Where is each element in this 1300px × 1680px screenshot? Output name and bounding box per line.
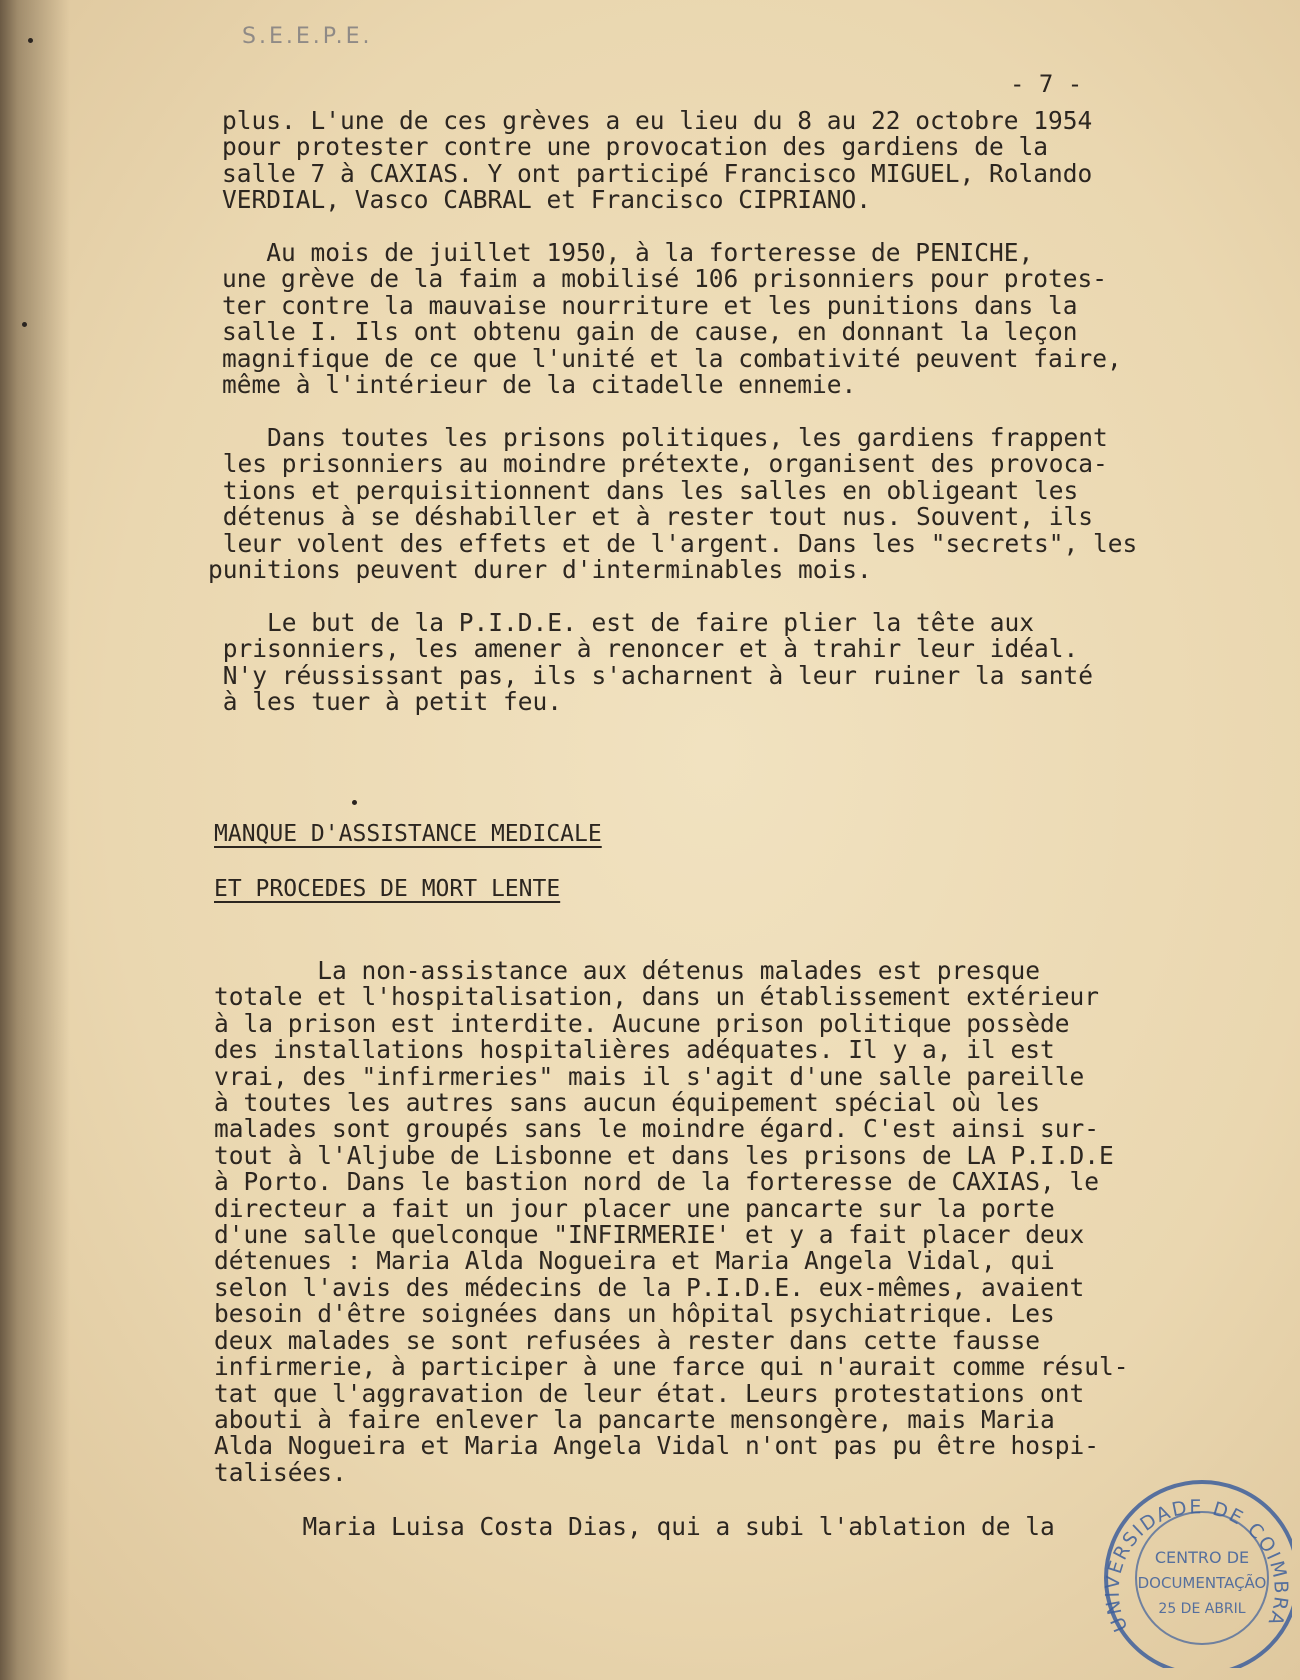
paragraph-peniche-strike: Au mois de juillet 1950, à la forteresse de PENICHE, une grève de la faim a mobilisé 106 prisonniers pour protes- ter contre la mauvaise nourriture et les punitions dans la salle I. Ils ont obtenu gain de cause, en donnant la leçon magnifique de ce que l'unité et la combativité peuvent faire, même à l'intérieur de la citadelle ennemie.: [222, 238, 1122, 400]
stamp-arc-text: UNIVERSIDADE DE COIMBRA: [1101, 1496, 1292, 1635]
stamp-line-2: DOCUMENTAÇÃO: [1137, 1574, 1267, 1592]
paragraph-pide-goal: Le but de la P.I.D.E. est de faire plier la tête aux prisonniers, les amener à renoncer et à trahir leur idéal. N'y réussissant pas, ils s'acharnent à leur ruiner la santé à les tuer à petit feu.: [222, 608, 1094, 717]
paragraph-strikes-caxias: plus. L'une de ces grèves a eu lieu du 8 au 22 octobre 1954 pour protester contre une provocation des gardiens de la salle 7 à CAXIAS. Y ont participé Francisco MIGUEL, Rolando VERDIAL, Vasco CABRAL et Francisco CIPRIANO.: [222, 106, 1093, 215]
punch-mark: [28, 38, 33, 43]
section-heading-line1: MANQUE D'ASSISTANCE MEDICALE: [214, 821, 602, 847]
section-heading-line2: ET PROCEDES DE MORT LENTE: [214, 876, 561, 902]
paragraph-maria-luisa: Maria Luisa Costa Dias, qui a subi l'ablation de la: [214, 1512, 1055, 1541]
stamp-line-3: 25 DE ABRIL: [1158, 1601, 1246, 1617]
page-number: - 7 -: [1010, 70, 1083, 98]
page-edge-shadow: [0, 0, 70, 1680]
archive-stamp: [1092, 1468, 1292, 1668]
archive-mark: S.E.E.P.E.: [242, 24, 373, 49]
punch-mark: [22, 322, 27, 327]
paragraph-medical-assistance: La non-assistance aux détenus malades est presque totale et l'hospitalisation, dans un établissement extérieur à la prison est interdite. Aucune prison politique possède des installations hospitalières adéquates. Il y a, il est vrai, des "infirmeries" mais il s'agit d'une salle pareille à toutes les autres sans aucun équipement spécial où les malades sont groupés sans le moindre égard. C'est ainsi sur- tout à l'Aljube de Lisbonne et dans les prisons de LA P.I.D.E à Porto. Dans le bastion nord de la forteresse de CAXIAS, le directeur a fait un jour placer une pancarte sur la porte d'une salle quelconque "INFIRMERIE' et y a fait placer deux détenues : Maria Alda Nogueira et Maria Angela Vidal, qui selon l'avis des médecins de la P.I.D.E. eux-mêmes, avaient besoin d'être soignées dans un hôpital psychiatrique. Les deux malades se sont refusées à rester dans cette fausse infirmerie, à participer à une farce qui n'aurait comme résul- tat que l'aggravation de leur état. Leurs protestations ont abouti à faire enlever la pancarte mensongère, mais Maria Alda Nogueira et Maria Angela Vidal n'ont pas pu être hospi- talisées.: [214, 956, 1129, 1487]
stamp-line-1: CENTRO DE: [1154, 1548, 1250, 1567]
paragraph-guards-abuse: Dans toutes les prisons politiques, les gardiens frappent les prisonniers au moindre prétexte, organisent des provoca- tions et perquisitionnent dans les salles en obligeant les détenus à se déshabiller et à rester tout nus. Souvent, ils leur volent des effets et de l'argent. Dans les "secrets", les punitions peuvent durer d'interminables mois.: [208, 423, 1138, 585]
ink-speck: [352, 800, 357, 805]
